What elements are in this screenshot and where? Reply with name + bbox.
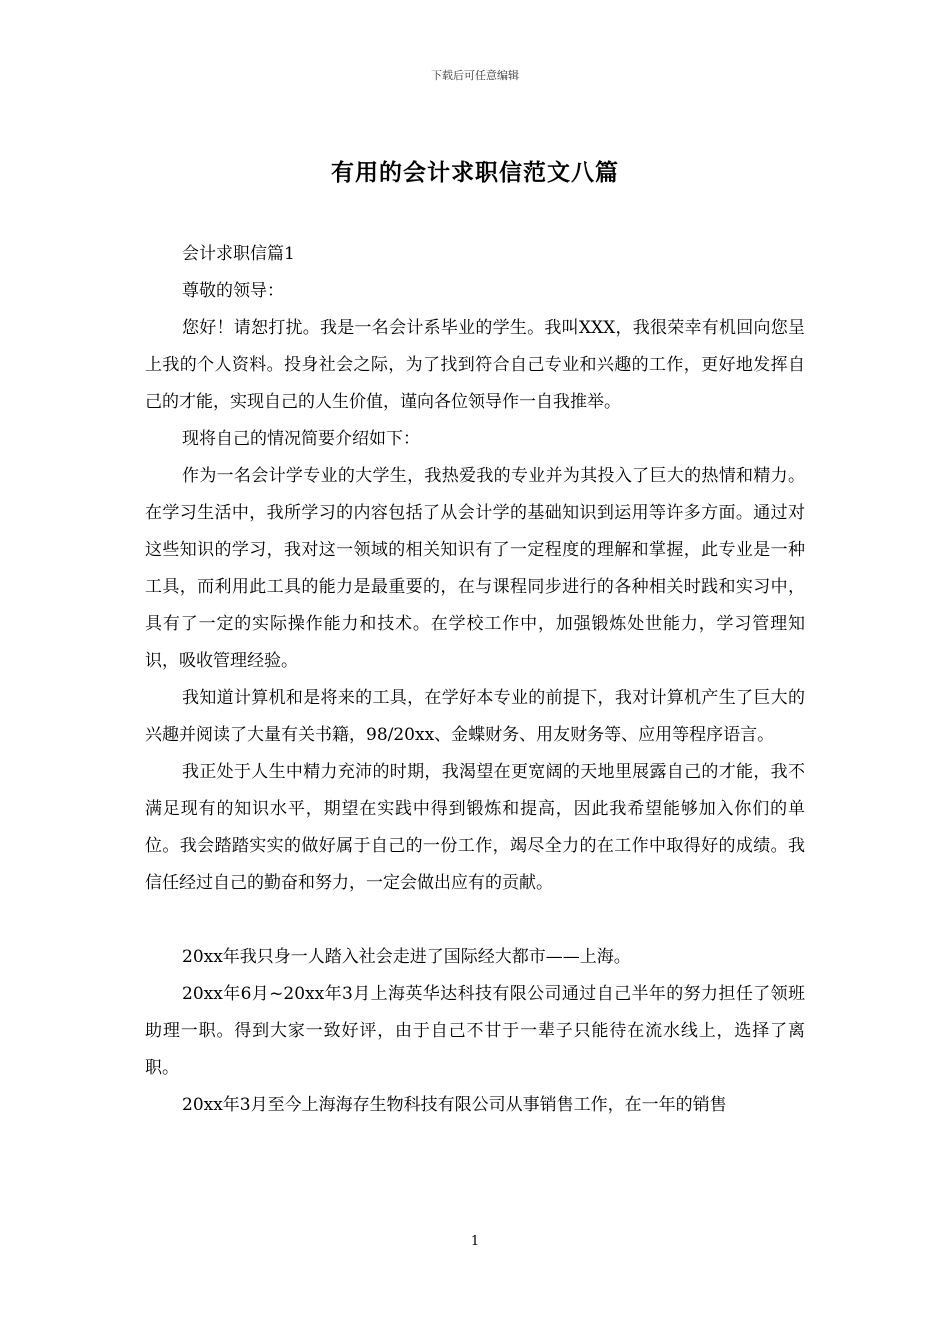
page-number: 1 bbox=[470, 1234, 480, 1249]
header-note: 下载后可任意编辑 bbox=[431, 69, 519, 82]
paragraph: 20xx年3月至今上海海存生物科技有限公司从事销售工作，在一年的销售 bbox=[182, 1095, 727, 1115]
document-body bbox=[145, 236, 805, 1124]
paragraph: 您好！请恕打扰。我是一名会计系毕业的学生。我叫XXX，我很荣幸有机回向您呈上我的个人资料。投身社会之际，为了找到符合自己专业和兴趣的工作，更好地发挥自己的才能，实现自己的人生价值，谨向各位领导作一自我推举。 bbox=[145, 318, 805, 412]
paragraph: 现将自己的情况简要介绍如下： bbox=[182, 429, 420, 449]
section-heading: 会计求职信篇1 bbox=[182, 244, 295, 264]
paragraph: 20xx年6月~20xx年3月上海英华达科技有限公司通过自己半年的努力担任了领班助理一职。得到大家一致好评，由于自己不甘于一辈子只能待在流水线上，选择了离职。 bbox=[145, 984, 805, 1078]
paragraph: 我正处于人生中精力充沛的时期，我渴望在更宽阔的天地里展露自己的才能，我不满足现有的知识水平，期望在实践中得到锻炼和提高，因此我希望能够加入你们的单位。我会踏踏实实的做好属于自己的一份工作，竭尽全力的在工作中取得好的成绩。我信任经过自己的勤奋和努力，一定会做出应有的贡献。 bbox=[145, 762, 805, 893]
salutation: 尊敬的领导： bbox=[182, 281, 284, 301]
paragraph: 我知道计算机和是将来的工具，在学好本专业的前提下，我对计算机产生了巨大的兴趣并阅读了大量有关书籍，98/20xx、金蝶财务、用友财务等、应用等程序语言。 bbox=[145, 688, 805, 745]
paragraph-spacer bbox=[145, 902, 805, 939]
paragraph: 20xx年我只身一人踏入社会走进了国际经大都市——上海。 bbox=[182, 947, 631, 967]
document-title: 有用的会计求职信范文八篇 bbox=[331, 159, 619, 186]
paragraph: 作为一名会计学专业的大学生，我热爱我的专业并为其投入了巨大的热情和精力。在学习生活中，我所学习的内容包括了从会计学的基础知识到运用等许多方面。通过对这些知识的学习，我对这一领域的相关知识有了一定程度的理解和掌握，此专业是一种工具，而利用此工具的能力是最重要的，在与课程同步进行的各种相关时践和实习中，具有了一定的实际操作能力和技术。在学校工作中，加强锻炼处世能力，学习管理知识，吸收管理经验。 bbox=[145, 466, 805, 671]
